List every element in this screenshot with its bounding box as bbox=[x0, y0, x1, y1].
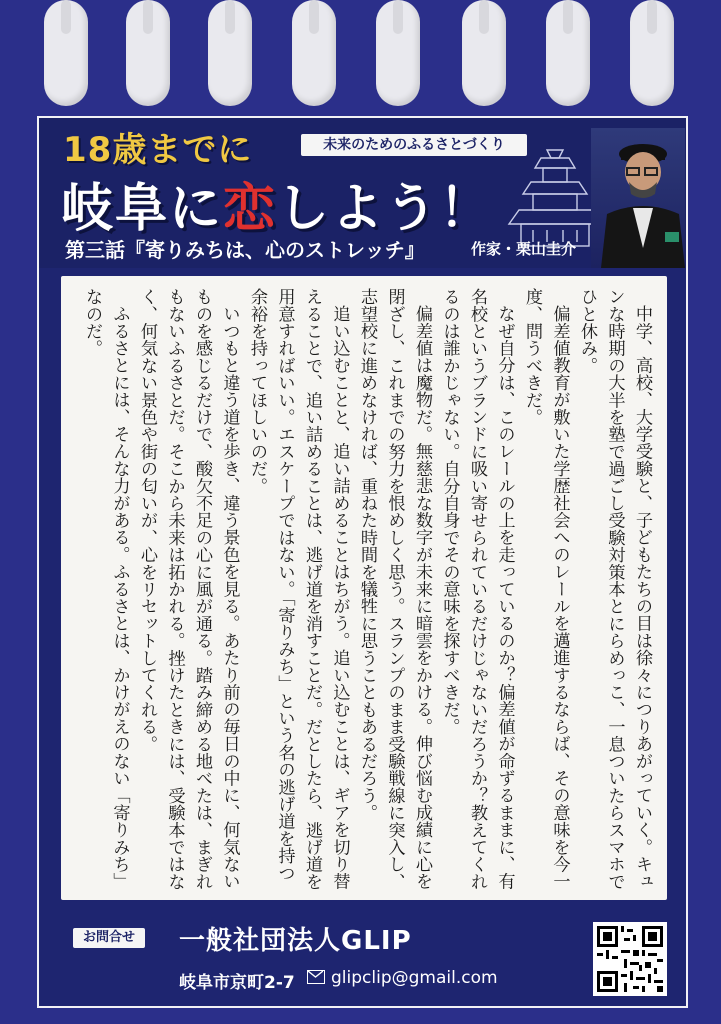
paragraph: いつもと違う道を歩き、違う景色を見る。あたり前の毎日の中に、何気ないものを感じるだけで、酸欠不足の心に風が通る。踏み締める地べたは、まぎれもないふるさとだ。そこから未来は拓かれる。挫けたときには、受験本ではなく、何気ない景色や街の匂いが、心をリセットしてくれる。 bbox=[137, 288, 240, 890]
age-badge: 18歳までに bbox=[63, 130, 253, 170]
binder-ring-icon bbox=[44, 0, 88, 106]
episode-bar bbox=[39, 230, 686, 268]
binder-ring-icon bbox=[208, 0, 252, 106]
paragraph: 追い込むことと、追い詰めることはちがう。追い込むことは、ギアを切り替えることで、追い詰めることは、逃げ道を消すことだ。だとしたら、逃げ道を用意すればいい。エスケープではない。「寄りみち」という名の逃げ道を持つ余裕を持ってほしいのだ。 bbox=[247, 288, 350, 890]
binder-ring-icon bbox=[546, 0, 590, 106]
email-link[interactable]: glipclip@gmail.com bbox=[331, 968, 498, 988]
binder-ring-icon bbox=[462, 0, 506, 106]
address: 岐阜市京町2-7 bbox=[179, 973, 295, 993]
mail-icon bbox=[307, 970, 325, 984]
paragraph: ふるさとには、そんな力がある。ふるさとは、かけがえのない「寄りみち」なのだ。 bbox=[82, 288, 130, 890]
author-name: 作家・栗山圭介 bbox=[471, 240, 577, 258]
binder-ring-icon bbox=[292, 0, 336, 106]
article-body bbox=[61, 276, 667, 900]
binder-ring-icon bbox=[376, 0, 420, 106]
episode-title: 第三話『寄りみちは、心のストレッチ』 bbox=[65, 238, 425, 262]
qr-code-icon[interactable] bbox=[593, 922, 667, 996]
contact-footer bbox=[39, 910, 686, 1006]
article-text bbox=[68, 276, 668, 900]
series-subtitle: 未来のためのふるさとづくり bbox=[301, 134, 527, 156]
organization-name: 一般社団法人GLIP bbox=[179, 926, 412, 956]
qr-pattern bbox=[597, 926, 663, 992]
paragraph: なぜ自分は、このレールの上を走っているのか？偏差値が命ずるままに、有名校というブランドに吸い寄せられているだけじゃないだろうか？教えてくれるのは誰かじゃない。自分自身でその意味を探すべきだ。 bbox=[439, 288, 515, 890]
binder-ring-icon bbox=[630, 0, 674, 106]
headline-love: 恋 bbox=[223, 179, 278, 239]
binder-ring-icon bbox=[126, 0, 170, 106]
headline-part: しよう！ bbox=[277, 179, 494, 239]
newspaper-clipping bbox=[37, 116, 688, 1008]
paragraph: 中学、高校、大学受験と、子どもたちの目は徐々につりあがっていく。キュンな時期の大半を塾で過ごし受験対策本とにらめっこ、一息ついたらスマホでひと休み。 bbox=[577, 288, 652, 890]
paragraph: 偏差値教育が敷いた学歴社会へのレールを邁進するならば、その意味を今一度、問うべきだ。 bbox=[522, 288, 570, 890]
contact-label: お問合せ bbox=[73, 928, 145, 948]
headline-part: 岐阜に bbox=[61, 179, 224, 239]
article-header bbox=[39, 118, 686, 268]
paragraph: 偏差値は魔物だ。無慈悲な数字が未来に暗雲をかける。伸び悩む成績に心を閉ざし、これまでの努力を恨めしく思う。スランプのまま受験戦線に突入し、志望校に進めなければ、重ねた時間を犠牲に思うこともあるだろう。 bbox=[357, 288, 432, 890]
